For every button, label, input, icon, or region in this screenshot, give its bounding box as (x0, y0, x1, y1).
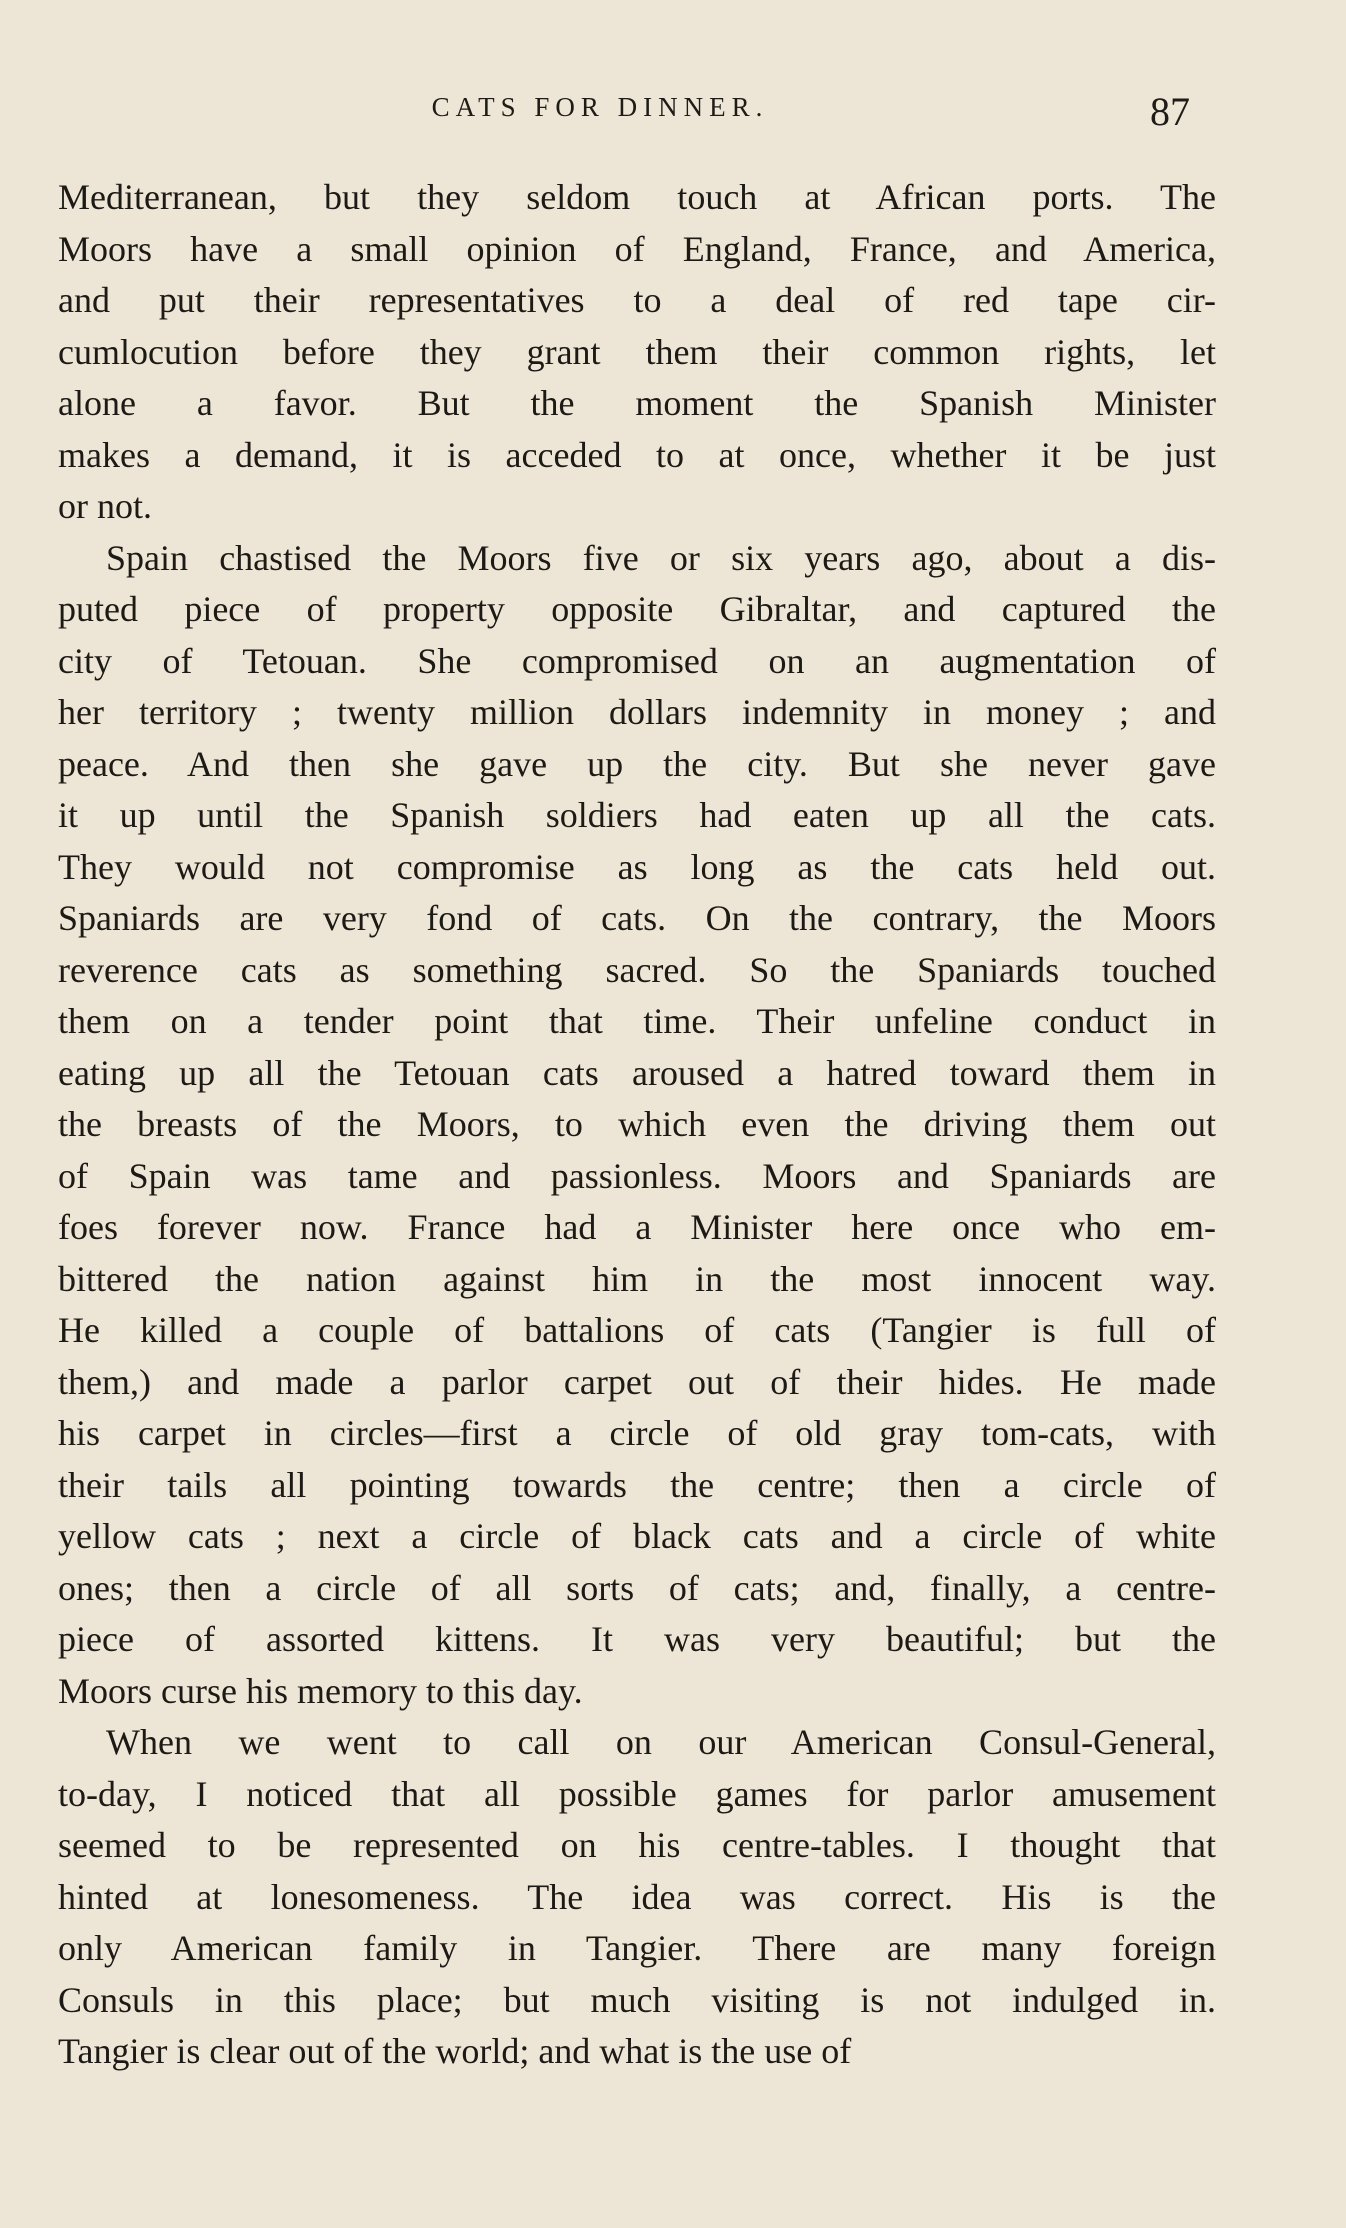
text-line: Tangier is clear out of the world; and what is the use of (58, 2031, 852, 2071)
text-line: yellow cats ; next a circle of black cats and a circle of white (58, 1516, 1216, 1556)
text-line: and put their representatives to a deal of red tape cir- (58, 280, 1216, 320)
text-line: Moors curse his memory to this day. (58, 1670, 583, 1711)
text-line: foes forever now. France had a Minister here once who em- (58, 1207, 1216, 1247)
body-text (58, 172, 1216, 2078)
text-line: When we went to call on our American Consul-General, (106, 1722, 1216, 1762)
text-line: Spaniards are very fond of cats. On the contrary, the Moors (58, 898, 1216, 938)
text-line: Consuls in this place; but much visiting is not indulged in. (58, 1979, 1216, 2020)
paragraph (58, 533, 1216, 1718)
paragraph (58, 172, 1216, 533)
text-line: peace. And then she gave up the city. But she never gave (58, 743, 1216, 784)
text-line: ones; then a circle of all sorts of cats; and, finally, a centre- (58, 1567, 1216, 1608)
text-line: Moors have a small opinion of England, France, and America, (58, 228, 1216, 269)
text-line: their tails all pointing towards the centre; then a circle of (58, 1464, 1216, 1505)
text-line: Spain chastised the Moors five or six years ago, about a dis- (106, 537, 1216, 578)
paragraph (58, 1717, 1216, 2078)
text-line: of Spain was tame and passionless. Moors and Spaniards are (58, 1155, 1216, 1196)
text-line: hinted at lonesomeness. The idea was correct. His is the (58, 1876, 1216, 1917)
text-line: eating up all the Tetouan cats aroused a hatred toward them in (58, 1052, 1216, 1093)
text-line: alone a favor. But the moment the Spanish Minister (58, 383, 1216, 423)
text-line: his carpet in circles—first a circle of old gray tom-cats, with (58, 1413, 1216, 1453)
text-line: piece of assorted kittens. It was very beautiful; but the (58, 1619, 1216, 1659)
page-header (0, 89, 1346, 142)
text-line: the breasts of the Moors, to which even the driving them out (58, 1104, 1216, 1144)
running-title: CATS FOR DINNER. (431, 92, 769, 122)
text-line: cumlocution before they grant them their common rights, let (58, 331, 1216, 372)
text-line: or not. (58, 486, 152, 526)
text-line: bittered the nation against him in the most innocent way. (58, 1258, 1216, 1299)
text-line: He killed a couple of battalions of cats (Tangier is full of (58, 1310, 1216, 1350)
text-line: it up until the Spanish soldiers had eaten up all the cats. (58, 795, 1216, 835)
text-line: They would not compromise as long as the cats held out. (58, 846, 1216, 887)
text-line: reverence cats as something sacred. So the Spaniards touched (58, 949, 1216, 990)
text-line: Mediterranean, but they seldom touch at African ports. The (58, 177, 1216, 217)
text-line: city of Tetouan. She compromised on an augmentation of (58, 640, 1216, 681)
text-line: only American family in Tangier. There are many foreign (58, 1928, 1216, 1968)
text-line: them on a tender point that time. Their unfeline conduct in (58, 1001, 1216, 1041)
text-line: to-day, I noticed that all possible games for parlor amusement (58, 1773, 1216, 1814)
text-line: them,) and made a parlor carpet out of their hides. He made (58, 1361, 1216, 1402)
text-line: her territory ; twenty million dollars indemnity in money ; and (58, 692, 1216, 732)
page-number: 87 (1150, 89, 1190, 134)
text-line: puted piece of property opposite Gibraltar, and captured the (58, 589, 1216, 629)
text-line: makes a demand, it is acceded to at once, whether it be just (58, 434, 1216, 475)
text-line: seemed to be represented on his centre-tables. I thought that (58, 1825, 1216, 1865)
